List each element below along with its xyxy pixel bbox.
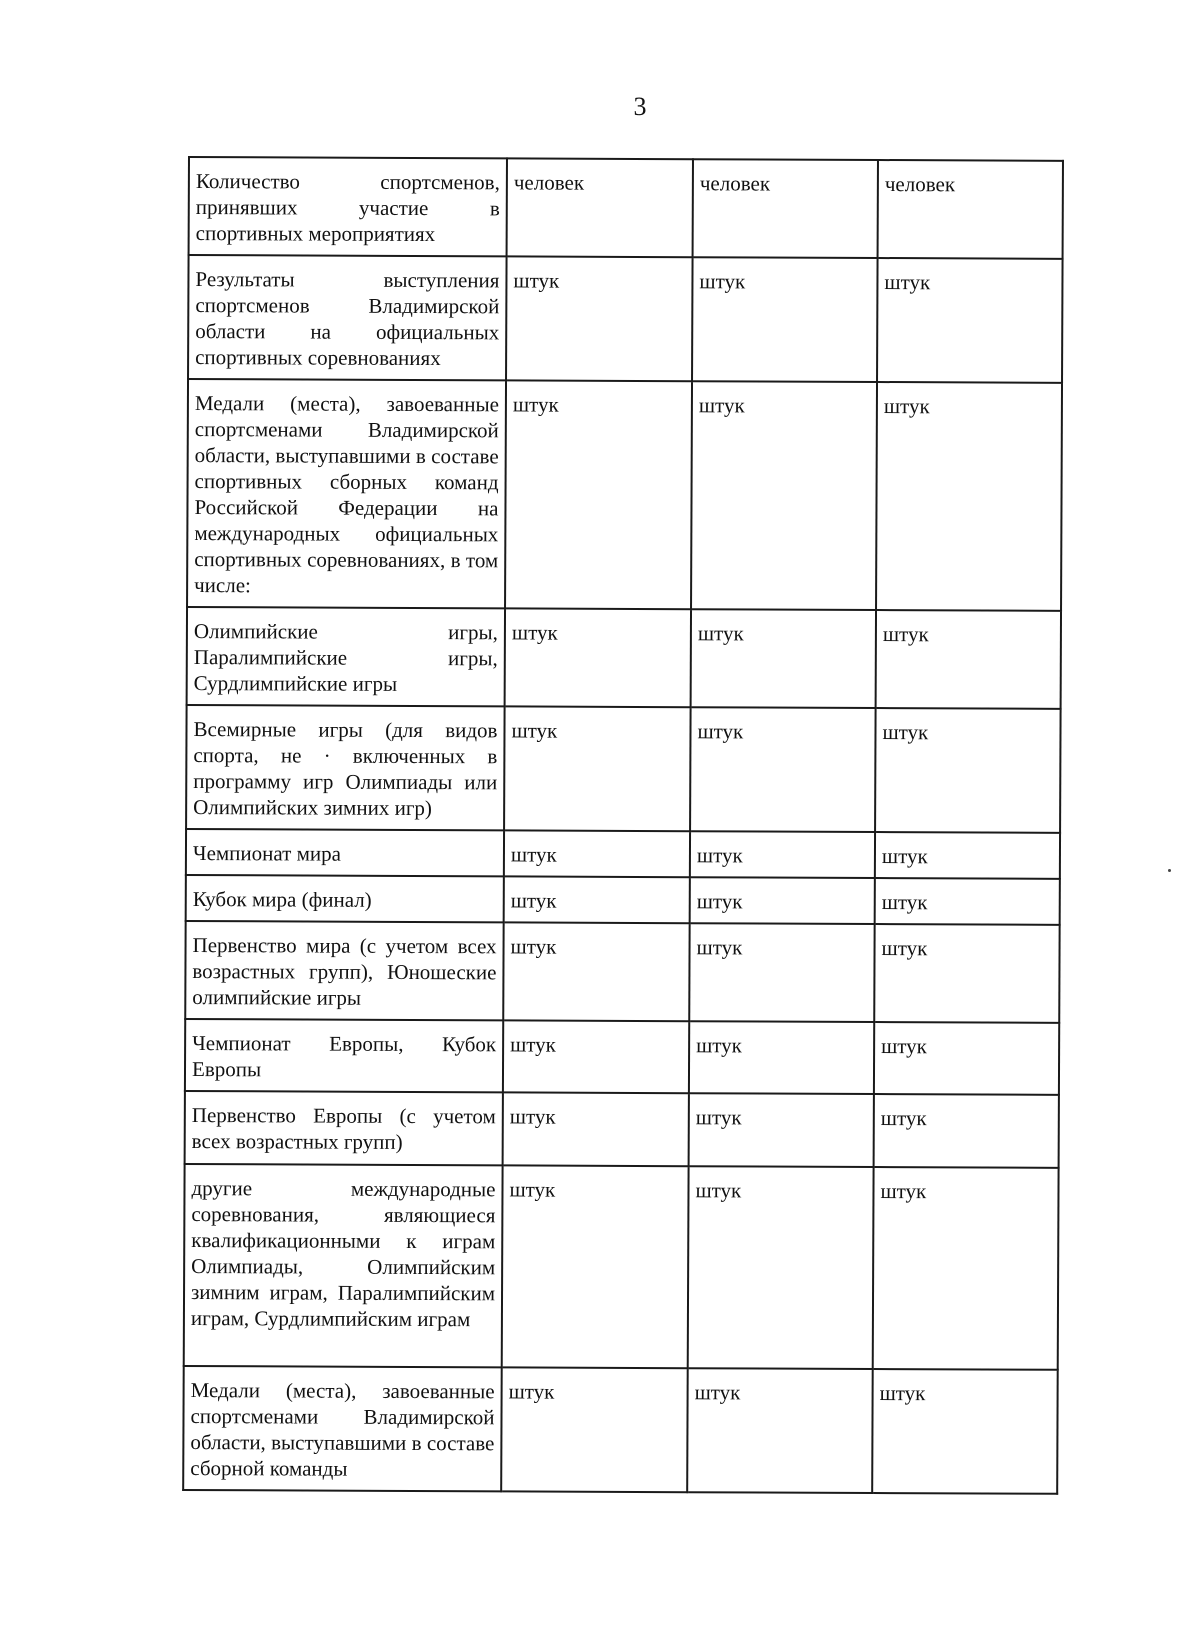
row-label: Медали (места), завоеванные спортсменами Владимирской области, выступавшими в составе спортивных сборных команд Российской Федерации на международных официальных спортивных соревнованиях, в том числе: (187, 379, 506, 608)
unit-cell: штук (877, 258, 1063, 383)
row-label: Чемпионат мира (186, 829, 504, 876)
unit-cell: штук (874, 1022, 1059, 1095)
unit-cell: человек (693, 159, 878, 258)
unit-cell: штук (690, 707, 876, 832)
row-label: Результаты выступления спортсменов Владимирской области на официальных спортивных соревнованиях (188, 255, 507, 380)
page-number: 3 (633, 92, 647, 121)
unit-cell: человек (507, 158, 693, 257)
unit-cell: штук (876, 382, 1062, 611)
unit-cell: штук (502, 1165, 689, 1368)
row-label: Количество спортсменов, принявших участие в спортивных мероприятиях (189, 157, 507, 256)
unit-cell: штук (688, 1166, 874, 1369)
row-label: Олимпийские игры, Паралимпийские игры, Сурдлимпийские игры (187, 607, 505, 706)
table-row (189, 157, 1063, 259)
row-label: Всемирные игры (для видов спорта, не · включенных в программу игр Олимпиады или Олимпийских зимних игр) (186, 705, 505, 830)
unit-cell: штук (691, 381, 877, 610)
unit-cell: штук (689, 1093, 874, 1167)
unit-cell: штук (875, 708, 1061, 833)
unit-cell: штук (504, 830, 690, 877)
unit-cell: человек (878, 160, 1063, 259)
unit-cell: штук (504, 706, 691, 831)
table-row (184, 1164, 1059, 1370)
table-row (185, 921, 1059, 1023)
table-row (185, 1019, 1059, 1095)
unit-cell: штук (690, 877, 875, 924)
unit-cell: штук (503, 922, 689, 1021)
unit-cell: штук (692, 257, 878, 382)
unit-cell: штук (505, 608, 691, 707)
table-row (186, 875, 1060, 925)
table-row (185, 1091, 1059, 1168)
row-label: другие международные соревнования, являющиеся квалификационными к играм Олимпиады, Олимпийским зимним играм, Паралимпийским играм, Сурдлимпийским играм (184, 1164, 503, 1367)
table-row (186, 705, 1061, 833)
table-row (188, 255, 1063, 383)
unit-cell: штук (687, 1368, 873, 1493)
row-label: Медали (места), завоеванные спортсменами Владимирской области, выступавшими в составе сборной команды (183, 1366, 502, 1491)
row-label: Первенство мира (с учетом всех возрастных групп), Юношеские олимпийские игры (185, 921, 503, 1020)
unit-cell: штук (875, 832, 1060, 879)
unit-cell: штук (690, 831, 875, 878)
row-label: Первенство Европы (с учетом всех возрастных групп) (185, 1091, 503, 1165)
unit-cell: штук (691, 609, 876, 708)
unit-cell: штук (875, 878, 1060, 925)
scan-speck (1168, 869, 1171, 872)
table-row (187, 607, 1061, 709)
unit-cell: штук (505, 380, 692, 609)
unit-cell: штук (689, 1021, 874, 1094)
table-row (187, 379, 1062, 611)
unit-cell: штук (504, 876, 690, 923)
unit-cell: штук (501, 1367, 688, 1492)
unit-cell: штук (872, 1369, 1058, 1494)
unit-cell: штук (876, 610, 1061, 709)
row-label: Чемпионат Европы, Кубок Европы (185, 1019, 503, 1092)
unit-cell: штук (503, 1092, 689, 1166)
unit-cell: штук (689, 923, 874, 1022)
row-label: Кубок мира (финал) (186, 875, 504, 922)
unit-cell: штук (874, 924, 1059, 1023)
indicators-table (182, 156, 1064, 1495)
unit-cell: штук (506, 256, 693, 381)
unit-cell: штук (874, 1094, 1059, 1168)
table-row (183, 1366, 1058, 1494)
table-row (186, 829, 1060, 879)
unit-cell: штук (503, 1020, 689, 1093)
unit-cell: штук (873, 1167, 1059, 1370)
